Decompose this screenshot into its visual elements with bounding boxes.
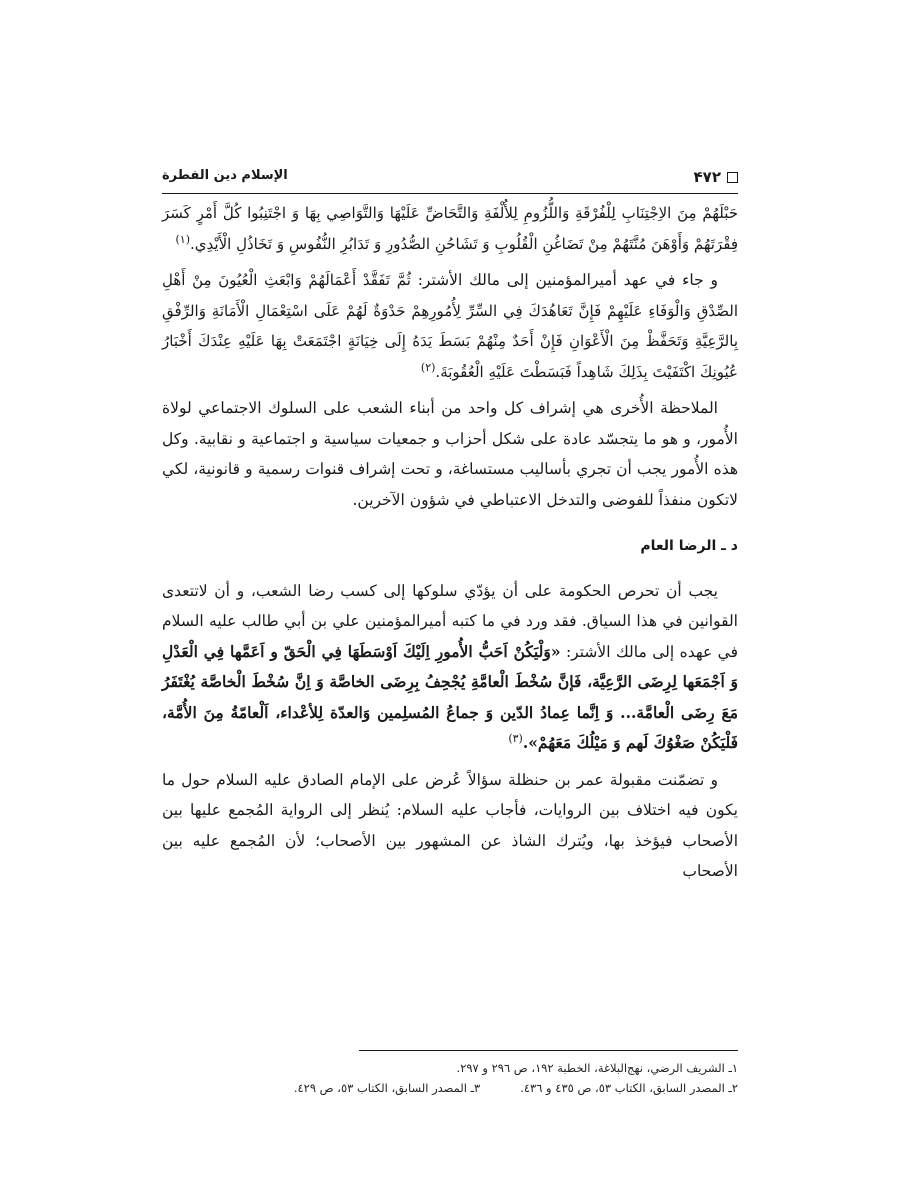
footnote-1: ١ـ الشريف الرضي، نهج‌البلاغة، الخطبة ١٩٢، ص ٢٩٦ و ٢٩٧. (456, 1061, 738, 1075)
page-header (162, 168, 738, 190)
footnote-ref-3: (٣) (508, 731, 523, 745)
paragraph-4 (162, 576, 738, 759)
page-number: ۴۷۲ (693, 168, 721, 186)
paragraph-4-intro: يجب أن تحرص الحكومة على أن يؤدّي سلوكها إلى كسب رضا الشعب، و أن لاتتعدى القوانين في هذا السياق. فقد ورد في ما كتبه أميرالمؤمنين علي بن أبي طالب عليه السلام في عهده إلى مالك الأشتر: (162, 581, 738, 661)
paragraph-2 (162, 265, 738, 387)
page-number-block (694, 168, 738, 186)
quote-text-1: حَبْلَهُمْ مِنَ الاِجْتِنَابِ لِلْفُرْقَةِ وَاللُّزُومِ لِلأُلْفَةِ وَالتَّحَاضِّ عَلَيْهَا وَالتَّوَاصِي بِهَا وَ اجْتَنِبُوا كُلَّ أَمْرٍ كَسَرَ فِقْرَتَهُمْ وَأَوْهَنَ مُنَّتَهُمْ مِنْ تَضَاغُنِ الْقُلُوبِ وَ تَشَاحُنِ الصُّدُورِ وَ تَدَابُرِ النُّفُوسِ وَ تَخَاذُلِ الْأَيْدِي. (162, 204, 738, 253)
paragraph-2-intro: و جاء في عهد أميرالمؤمنين إلى مالك الأشتر: (410, 271, 718, 289)
header-divider (162, 193, 738, 194)
footnote-2: ٢ـ المصدر السابق، الكتاب ٥٣، ص ٤٣٥ و ٤٣٦. (520, 1081, 738, 1095)
square-icon (727, 172, 738, 183)
running-title: الإسلام دين الفطرة (162, 168, 288, 183)
quote-text-3: «وَلْيَكُنْ اَحَبُّ الأُمورِ اِلَيْكَ اَوْسَطَهَا فِي الْحَقّ و اَعَمَّها فِي الْعَدْلِ وَ اَجْمَعَها لِرِضَى الرَّعِيَّة، فَإنَّ سُخْطَ الْعامَّةِ يُجْحِفُ بِرِضَى الخاصَّة وَ اِنَّ سُخْطَ الْخاصَّة يُغْتَفَرُ مَعَ رِضَى الْعامَّة... وَ اِنَّما عِمادُ الدّين وَ جماعُ المُسلِمين وَالعدّة لِلأعْداء، اَلْعامّةُ مِنَ الأُمَّة، فَلْيَكُنْ صَغْوُكَ لَهم وَ مَيْلُكَ مَعَهُمْ». (162, 641, 738, 752)
quote-text-2: ثُمَّ تَفَقَّدْ أَعْمَالَهُمْ وَابْعَثِ الْعُيُونَ مِنْ أَهْلِ الصِّدْقِ وَالْوَفَاءِ عَلَيْهِمْ فَإِنَّ تَعَاهُدَكَ فِي السِّرِّ لِأُمُورِهِمْ حَدْوَةٌ لَهُمْ عَلَى اسْتِعْمَالِ الْأَمَانَةِ وَالرِّفْقِ بِالرَّعِيَّةِ وَتَحَفَّظْ مِنَ الْأَعْوَانِ فَإِنْ أَحَدٌ مِنْهُمْ بَسَطَ يَدَهُ إِلَى خِيَانَةٍ اجْتَمَعَتْ بِهَا عَلَيْهِ عِنْدَكَ أَخْبَارُ عُيُونِكَ اكْتَفَيْتَ بِذَلِكَ شَاهِداً فَبَسَطْتَ عَلَيْهِ الْعُقُوبَةَ. (162, 271, 738, 381)
section-heading: د ـ الرضا العام (640, 538, 738, 554)
footnote-line-2 (162, 1078, 738, 1098)
footnote-divider (359, 1050, 738, 1051)
paragraph-3: الملاحظة الأُخرى هي إشراف كل واحد من أبناء الشعب على السلوك الاجتماعي لولاة الأُمور، و هو ما يتجسّد عادة على شكل أحزاب و جمعيات سياسية و اجتماعية و نقابية. وكل هذه الأُمور يجب أن تجري بأساليب مستساغة، و تحت إشراف قنوات رسمية و قانونية، لكي لاتكون منفذاً للفوضى والتدخل الاعتباطي في شؤون الآخرين. (162, 399, 738, 509)
footnote-ref-2: (٢) (420, 360, 436, 374)
quote-paragraph-1 (162, 198, 738, 259)
page-body (162, 198, 738, 893)
footnotes (162, 1058, 738, 1098)
footnote-ref-1: (١) (175, 232, 191, 246)
footnote-3: ٣ـ المصدر السابق، الكتاب ٥٣، ص ٤٢٩. (293, 1081, 481, 1095)
paragraph-5: و تضمّنت مقبولة عمر بن حنظلة سؤالاً عُرض على الإمام الصادق عليه السلام حول ما يكون فيه اختلاف بين الروايات، فأجاب عليه السلام: يُنظر إلى الرواية المُجمع عليها بين الأصحاب فيؤخذ بها، ويُترك الشاذ عن المشهور بين الأصحاب؛ لأن المُجمع عليه بين الأصحاب (162, 770, 738, 880)
